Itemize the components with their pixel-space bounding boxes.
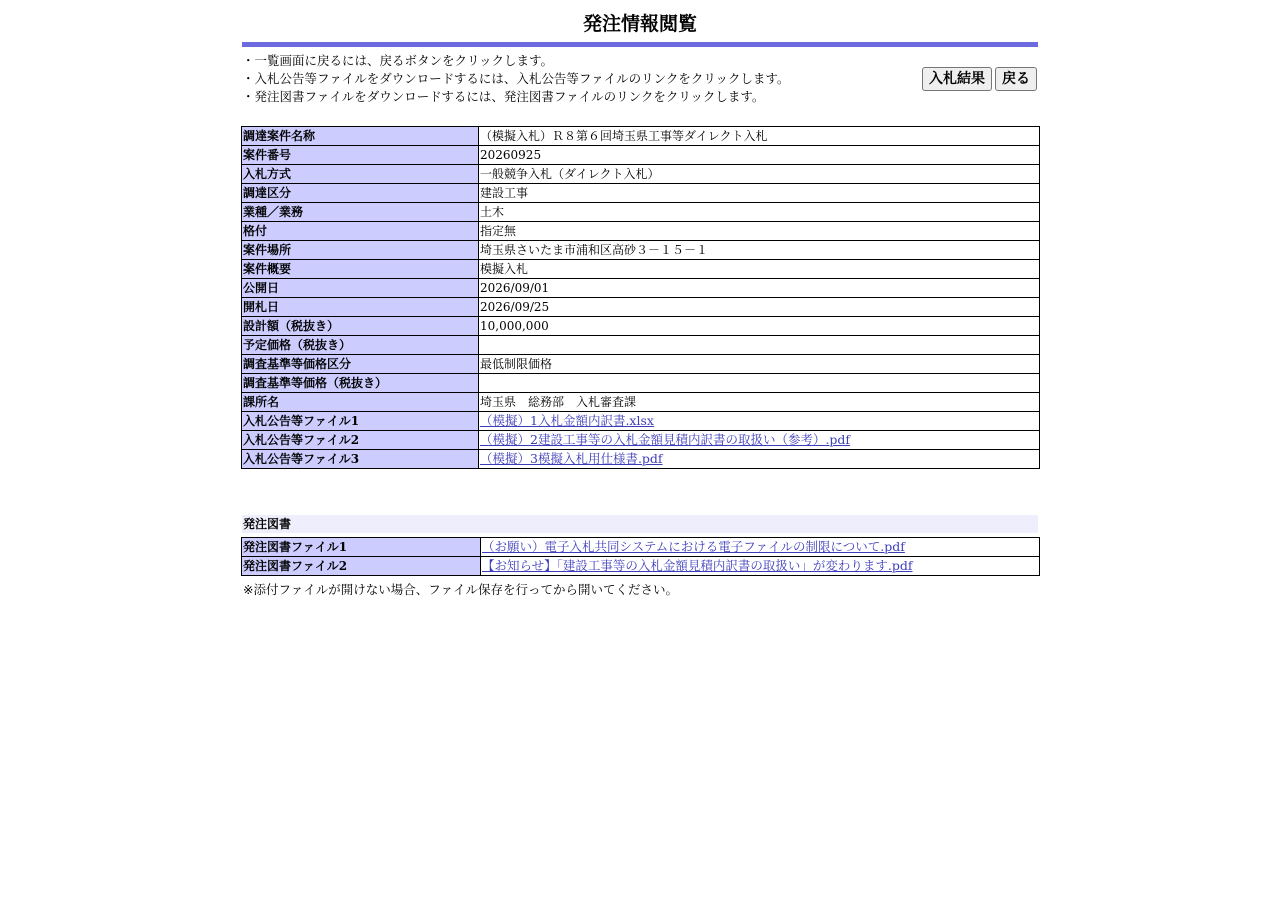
drawing-file-label: 発注図書ファイル2 [242,557,481,576]
drawing-file-row [242,538,1040,557]
info-label: 課所名 [242,393,479,412]
info-row [242,412,1040,431]
info-file-cell [479,450,1040,469]
info-label: 調査基準等価格（税抜き） [242,374,479,393]
drawing-file-cell [481,538,1040,557]
info-value [479,374,1040,393]
drawing-file-link[interactable]: 【お知らせ】「建設工事等の入札金額見積内訳書の取扱い」が変わります.pdf [482,558,913,573]
info-row [242,241,1040,260]
info-label: 入札公告等ファイル3 [242,450,479,469]
instruction-line: ・発注図書ファイルをダウンロードするには、発注図書ファイルのリンクをクリックします。 [242,89,765,104]
info-file-cell [479,412,1040,431]
info-value: （模擬入札）Ｒ８第６回埼玉県工事等ダイレクト入札 [479,127,1040,146]
info-row [242,203,1040,222]
info-row [242,298,1040,317]
info-label: 業種／業務 [242,203,479,222]
instructions [242,52,1038,112]
instruction-line: ・入札公告等ファイルをダウンロードするには、入札公告等ファイルのリンクをクリックします。 [242,71,790,86]
page-title: 発注情報閲覧 [582,13,697,35]
title-divider [242,42,1038,47]
info-row [242,317,1040,336]
order-info-table [241,126,1040,469]
drawing-file-row [242,557,1040,576]
action-buttons [922,67,1037,91]
info-value: 20260925 [479,146,1040,165]
bid-results-button[interactable]: 入札結果 [922,67,992,91]
attachment-note: ※添付ファイルが開けない場合、ファイル保存を行ってから開いてください。 [243,582,678,597]
info-label: 公開日 [242,279,479,298]
info-row [242,165,1040,184]
info-value: 10,000,000 [479,317,1040,336]
info-label: 案件概要 [242,260,479,279]
info-label: 予定価格（税抜き） [242,336,479,355]
info-row [242,336,1040,355]
drawings-files-table [241,537,1040,576]
info-label: 入札方式 [242,165,479,184]
info-row [242,374,1040,393]
info-row [242,450,1040,469]
page-header [242,0,1038,112]
info-value: 建設工事 [479,184,1040,203]
info-label: 調達区分 [242,184,479,203]
info-label: 開札日 [242,298,479,317]
announcement-file-link[interactable]: （模擬）2建設工事等の入札金額見積内訳書の取扱い（参考）.pdf [480,432,851,447]
info-label: 案件場所 [242,241,479,260]
info-row [242,279,1040,298]
announcement-file-link[interactable]: （模擬）3模擬入札用仕様書.pdf [480,451,663,466]
info-label: 設計額（税抜き） [242,317,479,336]
info-label: 入札公告等ファイル2 [242,431,479,450]
info-row [242,222,1040,241]
info-label: 調達案件名称 [242,127,479,146]
info-row [242,260,1040,279]
info-row [242,146,1040,165]
drawing-file-cell [481,557,1040,576]
info-value: 最低制限価格 [479,355,1040,374]
info-value: 模擬入札 [479,260,1040,279]
instruction-line: ・一覧画面に戻るには、戻るボタンをクリックします。 [242,53,554,68]
info-label: 入札公告等ファイル1 [242,412,479,431]
info-value: 土木 [479,203,1040,222]
info-row [242,184,1040,203]
info-row [242,127,1040,146]
info-file-cell [479,431,1040,450]
info-value: 指定無 [479,222,1040,241]
info-label: 格付 [242,222,479,241]
drawing-file-link[interactable]: （お願い）電子入札共同システムにおける電子ファイルの制限について.pdf [482,539,905,554]
info-value [479,336,1040,355]
announcement-file-link[interactable]: （模擬）1入札金額内訳書.xlsx [480,413,654,428]
info-row [242,393,1040,412]
info-value: 2026/09/25 [479,298,1040,317]
info-label: 調査基準等価格区分 [242,355,479,374]
info-value: 一般競争入札（ダイレクト入札） [479,165,1040,184]
drawings-section-heading: 発注図書 [242,515,1038,533]
back-button[interactable]: 戻る [995,67,1037,91]
info-row [242,431,1040,450]
info-label: 案件番号 [242,146,479,165]
info-value: 埼玉県さいたま市浦和区高砂３－１５－１ [479,241,1040,260]
info-row [242,355,1040,374]
drawing-file-label: 発注図書ファイル1 [242,538,481,557]
info-value: 2026/09/01 [479,279,1040,298]
info-value: 埼玉県 総務部 入札審査課 [479,393,1040,412]
